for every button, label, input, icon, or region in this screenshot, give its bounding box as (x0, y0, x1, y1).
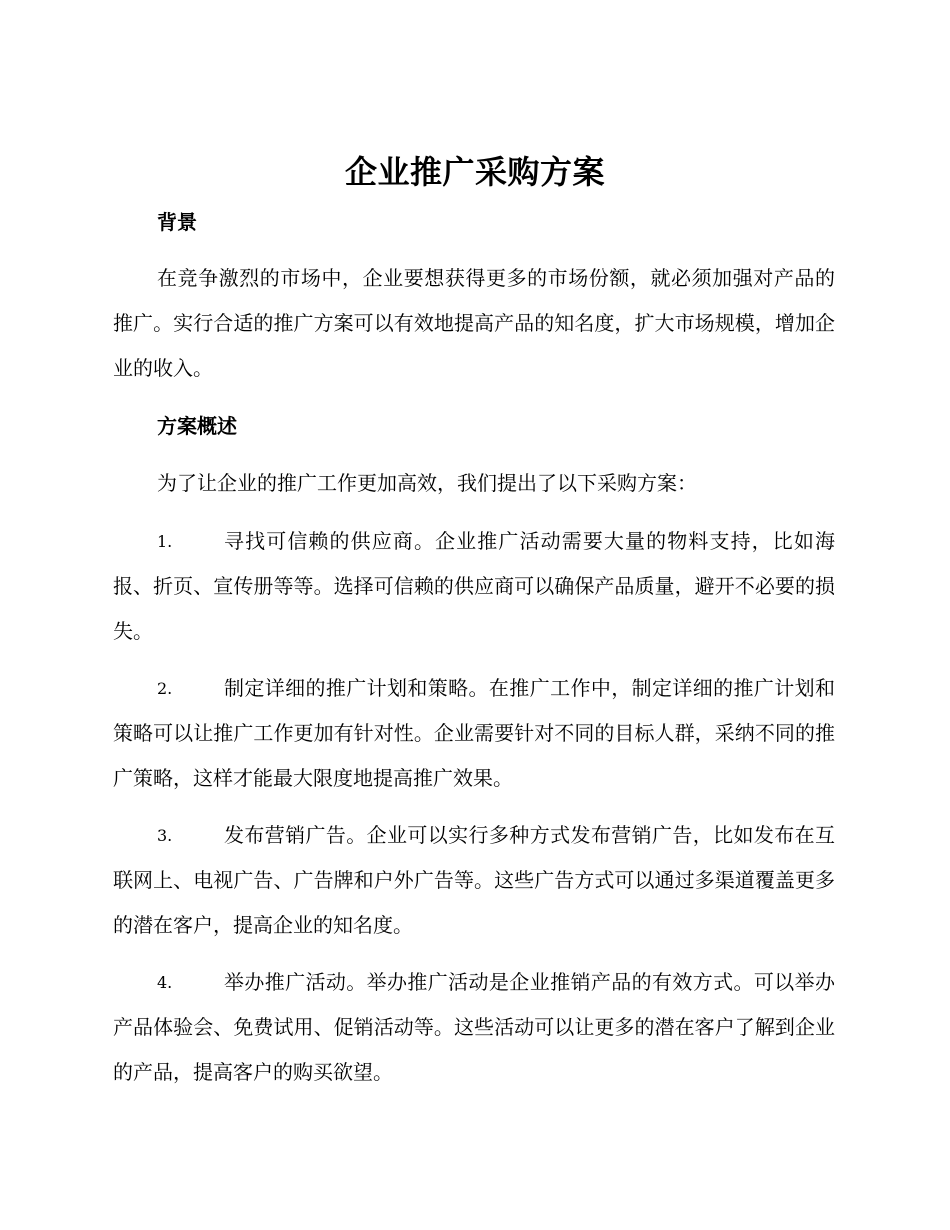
list-item (113, 960, 835, 1095)
overview-intro: 为了让企业的推广工作更加高效，我们提出了以下采购方案： (157, 471, 697, 495)
list-item-text: 举办推广活动。举办推广活动是企业推销产品的有效方式。可以举办产品体验会、免费试用、促销活动等。这些活动可以让更多的潜在客户了解到企业的产品，提高客户的购买欲望。 (113, 970, 835, 1084)
list-item-text: 制定详细的推广计划和策略。在推广工作中，制定详细的推广计划和策略可以让推广工作更加有针对性。企业需要针对不同的目标人群，采纳不同的推广策略，这样才能最大限度地提高推广效果。 (113, 676, 835, 790)
list-item-number: 3. (157, 826, 173, 845)
list-item-text: 发布营销广告。企业可以实行多种方式发布营销广告，比如发布在互联网上、电视广告、广告牌和户外广告等。这些广告方式可以通过多渠道覆盖更多的潜在客户，提高企业的知名度。 (113, 823, 835, 937)
section-heading-overview: 方案概述 (157, 414, 237, 438)
document-title: 企业推广采购方案 (344, 153, 605, 191)
list-item-number: 1. (157, 532, 173, 551)
background-paragraph: 在竞争激烈的市场中，企业要想获得更多的市场份额，就必须加强对产品的推广。实行合适的推广方案可以有效地提高产品的知名度，扩大市场规模，增加企业的收入。 (113, 266, 835, 380)
list-item (113, 666, 835, 801)
section-heading-background: 背景 (157, 210, 197, 234)
list-item (113, 813, 835, 948)
list-item (113, 519, 835, 654)
list-item-number: 2. (157, 679, 173, 698)
list-item-text: 寻找可信赖的供应商。企业推广活动需要大量的物料支持，比如海报、折页、宣传册等等。选择可信赖的供应商可以确保产品质量，避开不必要的损失。 (113, 529, 835, 643)
list-item-number: 4. (157, 973, 173, 992)
